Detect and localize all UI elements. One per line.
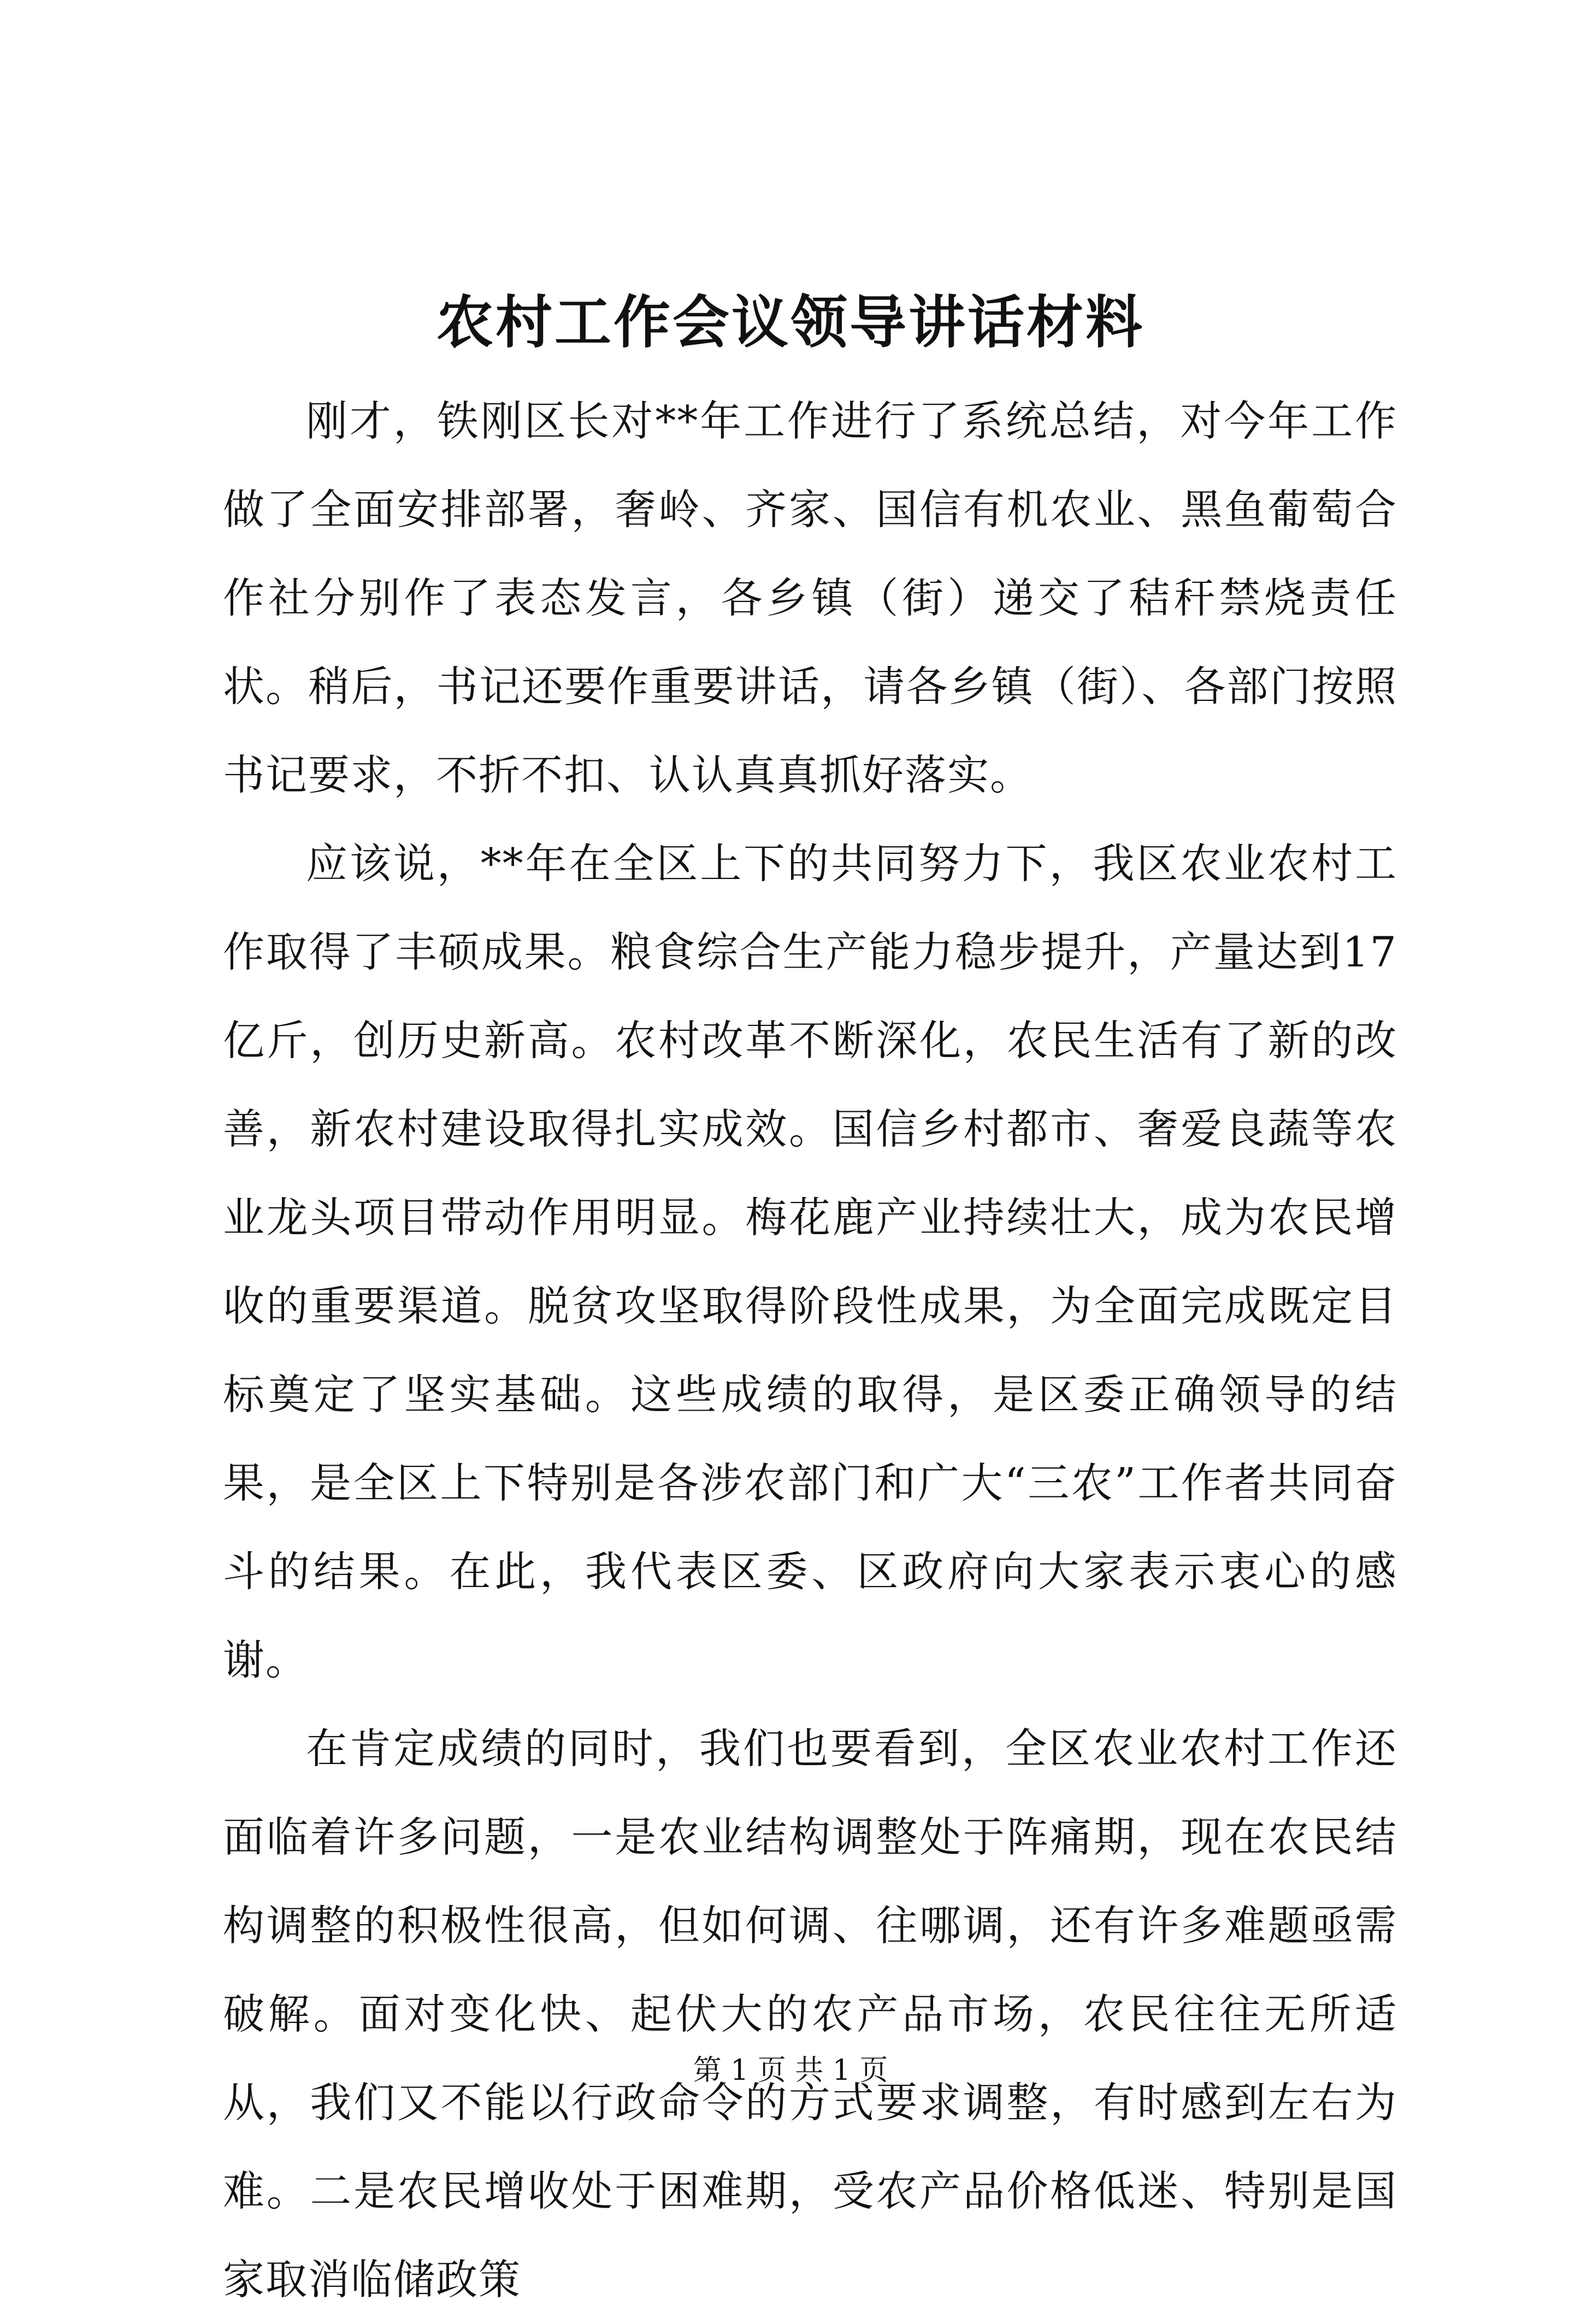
paragraph-2: 应该说，**年在全区上下的共同努力下，我区农业农村工作取得了丰硕成果。粮食综合生产能力稳步提升，产量达到17亿斤，创历史新高。农村改革不断深化，农民生活有了新的改善，新农村建设取得扎实成效。国信乡村都市、奢爱良蔬等农业龙头项目带动作用明显。梅花鹿产业持续壮大，成为农民增收的重要渠道。脱贫攻坚取得阶段性成果，为全面完成既定目标奠定了坚实基础。这些成绩的取得，是区委正确领导的结果，是全区上下特别是各涉农部门和广大“三农”工作者共同奋斗的结果。在此，我代表区委、区政府向大家表示衷心的感谢。 — [223, 839, 1397, 1684]
document-body — [223, 377, 1397, 2324]
page-number-footer: 第 1 页 共 1 页 — [693, 2054, 888, 2087]
document-title: 农村工作会议领导讲话材料 — [436, 288, 1145, 356]
paragraph-3: 在肯定成绩的同时，我们也要看到，全区农业农村工作还面临着许多问题，一是农业结构调整处于阵痛期，现在农民结构调整的积极性很高，但如何调、往哪调，还有许多难题亟需破解。面对变化快、起伏大的农产品市场，农民往往无所适从，我们又不能以行政命令的方式要求调整，有时感到左右为难。二是农民增收处于困难期，受农产品价格低迷、特别是国家取消临储政策 — [223, 1724, 1397, 2304]
paragraph-1: 刚才，铁刚区长对**年工作进行了系统总结，对今年工作做了全面安排部署，奢岭、齐家、国信有机农业、黑鱼葡萄合作社分别作了表态发言，各乡镇（街）递交了秸秆禁烧责任状。稍后，书记还要作重要讲话，请各乡镇（街）、各部门按照书记要求，不折不扣、认认真真抓好落实。 — [223, 397, 1397, 799]
